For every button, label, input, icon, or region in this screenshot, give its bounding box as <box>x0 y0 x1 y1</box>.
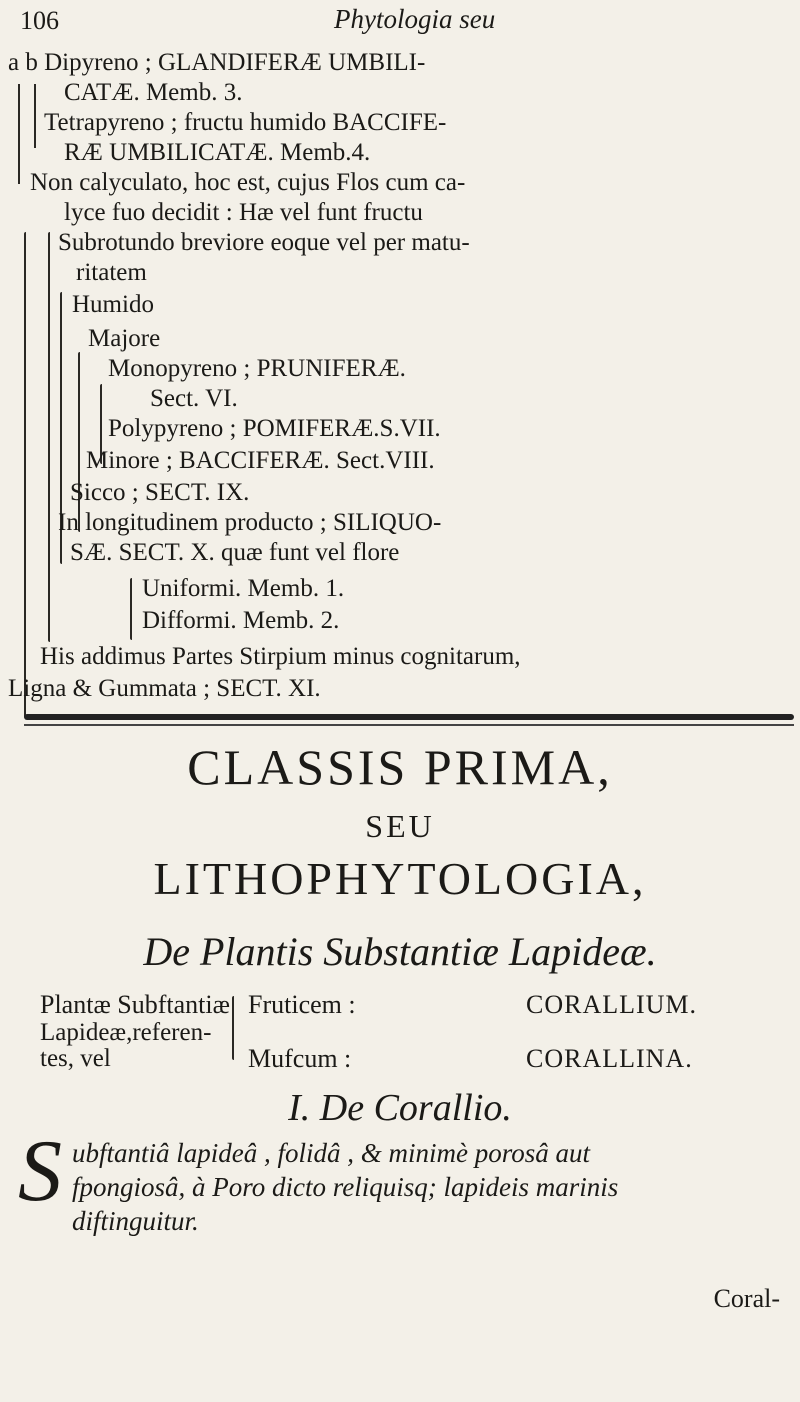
brace <box>232 996 234 1060</box>
body-line: fpongiosâ, à Poro dicto reliquisq; lapideis marinis <box>72 1172 619 1202</box>
text-line: Monopyreno ; PRUNIFERÆ. <box>108 355 406 382</box>
body-line: diftinguitur. <box>72 1206 199 1236</box>
division-left: Plantæ Subftantiæ <box>40 990 230 1019</box>
text-line: Uniformi. Memb. 1. <box>142 575 345 602</box>
division-right: CORALLIUM. <box>526 990 698 1019</box>
division-right: CORALLINA. <box>526 1044 693 1073</box>
text-line: Sicco ; SECT. IX. <box>70 479 250 506</box>
text-line: His addimus Partes Stirpium minus cognitarum, <box>40 643 521 670</box>
class-heading-seu: SEU <box>365 808 435 844</box>
chapter-title: I. De Corallio. <box>288 1087 512 1129</box>
catchword: Coral- <box>713 1284 780 1313</box>
ornament-rule <box>24 714 794 720</box>
text-line: Majore <box>88 325 161 352</box>
text-line: Subrotundo breviore eoque vel per matu- <box>58 229 470 256</box>
division-right: Fruticem : <box>248 990 356 1019</box>
text-line: CATÆ. Memb. 3. <box>64 79 243 106</box>
text-line: Humido <box>72 291 154 318</box>
brace <box>24 232 26 718</box>
ornament-rule <box>24 724 794 726</box>
division-left: tes, vel <box>40 1045 111 1072</box>
text-line: Minore ; BACCIFERÆ. Sect.VIII. <box>86 447 435 474</box>
text-line: Tetrapyreno ; fructu humido BACCIFE- <box>44 109 447 136</box>
text-line: Sect. VI. <box>150 385 238 412</box>
brace <box>130 578 132 640</box>
drop-cap: S <box>18 1123 62 1220</box>
class-heading: CLASSIS PRIMA, <box>187 739 613 795</box>
running-title: Phytologia seu <box>334 4 496 34</box>
body-line: ubftantiâ lapideâ , folidâ , & minimè porosâ aut <box>72 1138 590 1168</box>
class-subheading: De Plantis Substantiæ Lapideæ. <box>143 929 657 974</box>
division-right: Mufcum : <box>248 1044 352 1073</box>
text-line: RÆ UMBILICATÆ. Memb.4. <box>64 139 371 166</box>
class-heading-title: LITHOPHYTOLOGIA, <box>153 853 647 904</box>
text-line: Polypyreno ; POMIFERÆ.S.VII. <box>108 415 441 442</box>
text-line: In longitudinem producto ; SILIQUO- <box>58 509 442 536</box>
brace <box>48 232 50 642</box>
brace <box>18 84 20 184</box>
page-number: 106 <box>20 6 59 35</box>
text-line: Ligna & Gummata ; SECT. XI. <box>8 675 321 702</box>
brace <box>34 84 36 148</box>
text-line: Non calyculato, hoc est, cujus Flos cum ca- <box>30 169 466 196</box>
text-line: SÆ. SECT. X. quæ funt vel flore <box>70 539 400 566</box>
text-line: Difformi. Memb. 2. <box>142 607 340 634</box>
text-line: a b Dipyreno ; GLANDIFERÆ UMBILI- <box>8 49 426 76</box>
text-line: lyce fuo decidit : Hæ vel funt fructu <box>64 199 423 226</box>
text-line: ritatem <box>76 259 147 286</box>
division-left: Lapideæ,referen- <box>40 1019 212 1046</box>
